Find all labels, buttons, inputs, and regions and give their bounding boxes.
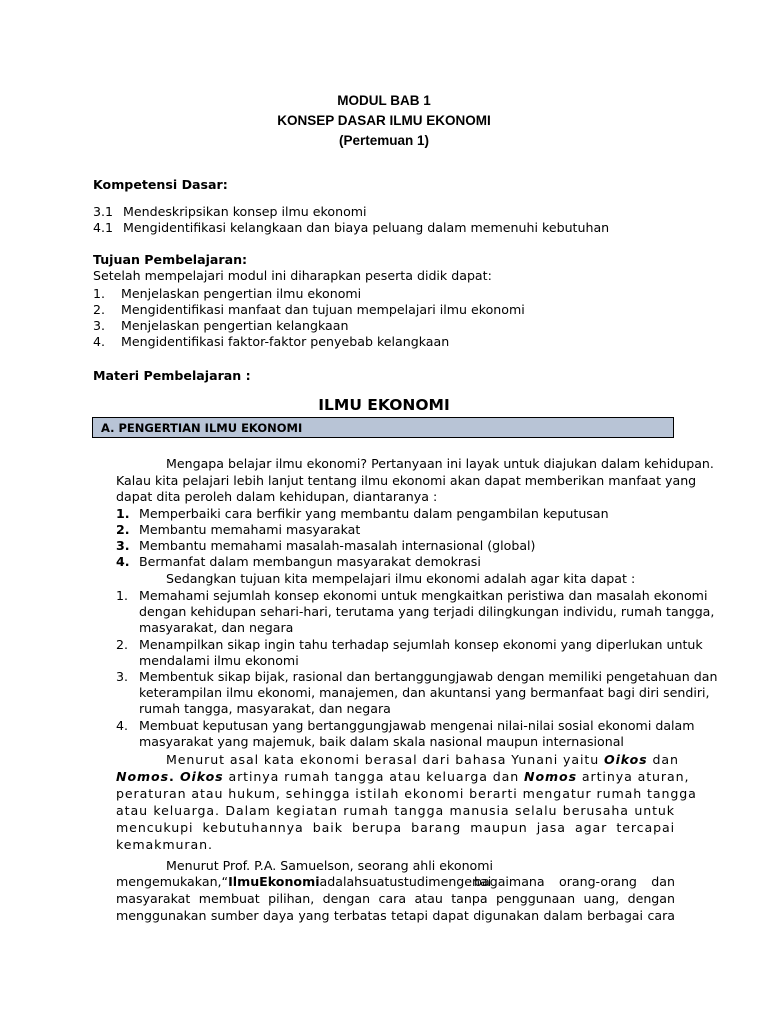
materi-label: Materi Pembelajaran : (93, 368, 251, 383)
module-subtitle: KONSEP DASAR ILMU EKONOMI (277, 113, 491, 128)
kompetensi-num: 4.1 (93, 220, 114, 235)
kompetensi-item: Mengidentifikasi kelangkaan dan biaya peluang dalam memenuhi kebutuhan (123, 220, 610, 235)
tujuan-num: 2. (93, 302, 106, 317)
section-heading: ILMU EKONOMI (318, 396, 450, 414)
tujuan-ilmu-line: rumah tangga, masyarakat, dan negara (139, 701, 391, 716)
tujuan-ilmu-intro: Sedangkan tujuan kita mempelajari ilmu ekonomi adalah agar kita dapat : (166, 571, 636, 586)
meeting-label: (Pertemuan 1) (338, 133, 430, 148)
samuelson-line: menggunakan sumber daya yang terbatas tetapi dapat digunakan dalam berbagai cara (116, 908, 675, 923)
tujuan-ilmu-num: 2. (116, 637, 129, 652)
term-nomos: Nomos (116, 769, 169, 784)
samuelson-line (116, 874, 491, 890)
manfaat-num: 2. (116, 522, 130, 537)
paragraph-line: Mengapa belajar ilmu ekonomi? Pertanyaan ini layak untuk diajukan dalam kehidupan. (166, 456, 714, 471)
asal-text: . (168, 769, 180, 784)
manfaat-item: Memperbaiki cara berfikir yang membantu dalam pengambilan keputusan (139, 506, 609, 521)
asal-kata-line: mencukupi kebutuhannya baik berupa barang maupun jasa agar tercapai (116, 820, 675, 835)
samuelson-line-end: bagaimana orang-orang dan (474, 874, 675, 889)
tujuan-item: Menjelaskan pengertian kelangkaan (121, 318, 349, 333)
asal-text: Menurut asal kata ekonomi berasal dari bahasa Yunani yaitu (166, 752, 604, 767)
tujuan-ilmu-line: dengan kehidupan sehari-hari, terutama yang terjadi dilingkungan individu, rumah tangga, (139, 604, 715, 619)
asal-kata-line: peraturan atau hukum, sehingga istilah ekonomi berarti mengatur rumah tangga (116, 786, 697, 801)
asal-kata-line: kemakmuran. (116, 837, 213, 852)
term-oikos: Oikos (603, 752, 648, 767)
manfaat-item: Bermanfat dalam membangun masyarakat demokrasi (139, 554, 481, 569)
tujuan-item: Mengidentifikasi manfaat dan tujuan mempelajari ilmu ekonomi (121, 302, 525, 317)
tujuan-ilmu-num: 3. (116, 669, 129, 684)
manfaat-item: Membantu memahami masyarakat (139, 522, 361, 537)
paragraph-line: dapat dita peroleh dalam kehidupan, diantaranya : (116, 489, 438, 504)
tujuan-ilmu-line: Memahami sejumlah konsep ekonomi untuk mengkaitkan peristiwa dan masalah ekonomi (139, 588, 708, 603)
tujuan-item: Mengidentifikasi faktor-faktor penyebab kelangkaan (121, 334, 450, 349)
section-title: A. PENGERTIAN ILMU EKONOMI (101, 421, 303, 435)
kompetensi-item: Mendeskripsikan konsep ilmu ekonomi (123, 204, 367, 219)
samuelson-line: Menurut Prof. P.A. Samuelson, seorang ahli ekonomi (166, 858, 494, 873)
manfaat-num: 4. (116, 554, 130, 569)
tujuan-num: 3. (93, 318, 106, 333)
module-title: MODUL BAB 1 (337, 93, 431, 108)
tujuan-ilmu-line: Membentuk sikap bijak, rasional dan bertanggungjawab dengan memiliki pengetahuan dan (139, 669, 718, 684)
term-nomos: Nomos (524, 769, 577, 784)
asal-text: artinya aturan, (577, 769, 690, 784)
tujuan-ilmu-line: mendalami ilmu ekonomi (139, 653, 299, 668)
samuelson-line: masyarakat membuat pilihan, dengan cara atau tanpa penggunaan uang, dengan (116, 891, 675, 906)
tujuan-ilmu-num: 1. (116, 588, 129, 603)
tujuan-num: 4. (93, 334, 106, 349)
tujuan-label: Tujuan Pembelajaran: (93, 252, 248, 267)
paragraph-line: Kalau kita pelajari lebih lanjut tentang ilmu ekonomi akan dapat memberikan manfaat yang (116, 473, 697, 488)
asal-text: dan (647, 752, 679, 767)
asal-text: artinya rumah tangga atau keluarga dan (223, 769, 525, 784)
tujuan-intro: Setelah mempelajari modul ini diharapkan peserta didik dapat: (93, 268, 492, 283)
tujuan-ilmu-line: masyarakat yang majemuk, baik dalam skala nasional maupun internasional (139, 734, 624, 749)
asal-kata-line (116, 769, 690, 785)
tujuan-ilmu-line: masyarakat, dan negara (139, 620, 294, 635)
samuelson-text: mengemukakan,“ (116, 874, 229, 889)
kompetensi-num: 3.1 (93, 204, 114, 219)
asal-kata-line: atau keluarga. Dalam kegiatan rumah tangga manusia selalu berusaha untuk (116, 803, 675, 818)
manfaat-num: 3. (116, 538, 130, 553)
tujuan-ilmu-line: Menampilkan sikap ingin tahu terhadap sejumlah konsep ekonomi yang diperlukan untuk (139, 637, 703, 652)
term-ilmu-ekonomi: IlmuEkonomi (228, 874, 320, 889)
section-title-box (92, 417, 674, 438)
tujuan-ilmu-line: keterampilan ilmu ekonomi, manajemen, dan akuntansi yang bermanfaat bagi diri sendiri, (139, 685, 710, 700)
asal-kata-line (166, 752, 679, 768)
tujuan-ilmu-line: Membuat keputusan yang bertanggungjawab mengenai nilai-nilai sosial ekonomi dalam (139, 718, 695, 733)
tujuan-ilmu-num: 4. (116, 718, 129, 733)
kompetensi-label: Kompetensi Dasar: (93, 177, 228, 192)
samuelson-text: adalahsuatustudimengenai (319, 874, 492, 889)
tujuan-num: 1. (93, 286, 106, 301)
tujuan-item: Menjelaskan pengertian ilmu ekonomi (121, 286, 362, 301)
manfaat-item: Membantu memahami masalah-masalah internasional (global) (139, 538, 536, 553)
term-oikos: Oikos (179, 769, 224, 784)
manfaat-num: 1. (116, 506, 130, 521)
